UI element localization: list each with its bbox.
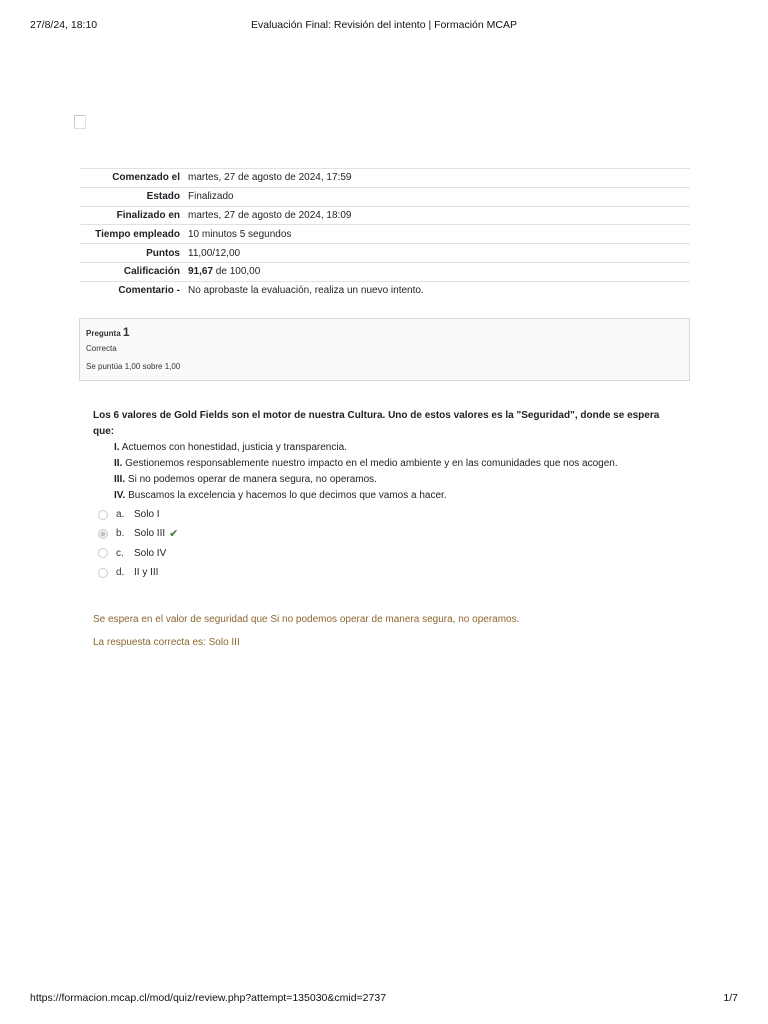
item-numeral: III. bbox=[114, 474, 126, 485]
radio-button[interactable] bbox=[98, 548, 108, 558]
summary-value: martes, 27 de agosto de 2024, 17:59 bbox=[188, 172, 352, 184]
grade-suffix: de 100,00 bbox=[213, 266, 261, 278]
summary-row bbox=[80, 244, 690, 263]
summary-label: Finalizado en bbox=[116, 209, 180, 221]
question-label: Pregunta bbox=[86, 329, 121, 338]
summary-row bbox=[80, 225, 690, 244]
question-item bbox=[93, 472, 683, 488]
answer-letter: d. bbox=[116, 567, 125, 579]
item-text: Gestionemos responsablemente nuestro impacto en el medio ambiente y en las comunidades que nos acogen. bbox=[122, 458, 618, 469]
comment-label: Comentario - bbox=[118, 285, 180, 297]
answer-option-b[interactable] bbox=[98, 524, 178, 543]
item-numeral: II. bbox=[114, 458, 123, 469]
answer-option-d[interactable] bbox=[98, 563, 178, 582]
summary-label: Estado bbox=[146, 191, 180, 203]
summary-value: 10 minutos 5 segundos bbox=[188, 228, 292, 240]
question-lead: Los 6 valores de Gold Fields son el motor de nuestra Cultura. Uno de estos valores es la "Seguridad", donde se espera que: bbox=[93, 410, 660, 437]
summary-row-comment bbox=[80, 281, 690, 299]
item-text: Actuemos con honestidad, justicia y transparencia. bbox=[119, 442, 347, 453]
answer-text: Solo I bbox=[134, 509, 160, 521]
blank-page-icon bbox=[74, 115, 86, 129]
answer-letter: b. bbox=[116, 528, 125, 540]
comment-value: No aprobaste la evaluación, realiza un nuevo intento. bbox=[188, 285, 424, 297]
item-text: Si no podemos operar de manera segura, no operamos. bbox=[125, 474, 377, 485]
print-datetime: 27/8/24, 18:10 bbox=[30, 19, 98, 31]
summary-value: martes, 27 de agosto de 2024, 18:09 bbox=[188, 209, 352, 221]
answer-letter: c. bbox=[116, 547, 124, 559]
attempt-summary-table bbox=[80, 168, 690, 300]
print-url: https://formacion.mcap.cl/mod/quiz/review.php?attempt=135030&cmid=2737 bbox=[30, 992, 387, 1004]
grade-label: Calificación bbox=[123, 266, 180, 278]
item-numeral: IV. bbox=[114, 490, 126, 501]
item-numeral: I. bbox=[114, 442, 120, 453]
answer-text: Solo IV bbox=[134, 547, 167, 559]
question-item bbox=[93, 488, 683, 504]
radio-button[interactable] bbox=[98, 510, 108, 520]
summary-label: Comenzado el bbox=[112, 172, 180, 184]
question-item bbox=[93, 440, 683, 456]
answer-text: Solo III bbox=[134, 528, 166, 540]
radio-button-selected[interactable] bbox=[98, 529, 108, 539]
right-answer: La respuesta correcta es: Solo III bbox=[93, 637, 240, 648]
summary-value: Finalizado bbox=[188, 191, 234, 203]
question-grade: Se puntúa 1,00 sobre 1,00 bbox=[86, 362, 181, 371]
summary-row bbox=[80, 169, 690, 188]
general-feedback: Se espera en el valor de seguridad que Si no podemos operar de manera segura, no operamos. bbox=[93, 614, 520, 625]
grade-value: 91,67 bbox=[188, 266, 214, 278]
answer-option-c[interactable] bbox=[98, 544, 178, 563]
summary-label: Tiempo empleado bbox=[95, 228, 180, 240]
print-footer bbox=[0, 992, 768, 1006]
question-number bbox=[86, 325, 130, 339]
answer-letter: a. bbox=[116, 509, 125, 521]
question-info-box bbox=[79, 318, 690, 381]
answer-options bbox=[98, 505, 178, 582]
item-text: Buscamos la excelencia y hacemos lo que decimos que vamos a hacer. bbox=[125, 490, 447, 501]
print-header bbox=[0, 19, 768, 33]
print-page-number: 1/7 bbox=[723, 992, 738, 1004]
summary-value: 11,00/12,00 bbox=[188, 247, 241, 259]
summary-label: Puntos bbox=[146, 247, 180, 259]
summary-row bbox=[80, 206, 690, 225]
feedback-section bbox=[93, 614, 683, 648]
print-page-title: Evaluación Final: Revisión del intento | Formación MCAP bbox=[251, 19, 517, 31]
question-item bbox=[93, 456, 683, 472]
grade-value-cell bbox=[186, 262, 690, 281]
question-text bbox=[93, 408, 683, 504]
answer-text: II y III bbox=[134, 567, 159, 579]
question-number-value: 1 bbox=[122, 325, 130, 339]
question-state: Correcta bbox=[86, 344, 117, 353]
summary-row-grade bbox=[80, 262, 690, 281]
answer-option-a[interactable] bbox=[98, 505, 178, 524]
radio-button[interactable] bbox=[98, 568, 108, 578]
summary-row bbox=[80, 187, 690, 206]
check-icon: ✔ bbox=[169, 528, 179, 541]
